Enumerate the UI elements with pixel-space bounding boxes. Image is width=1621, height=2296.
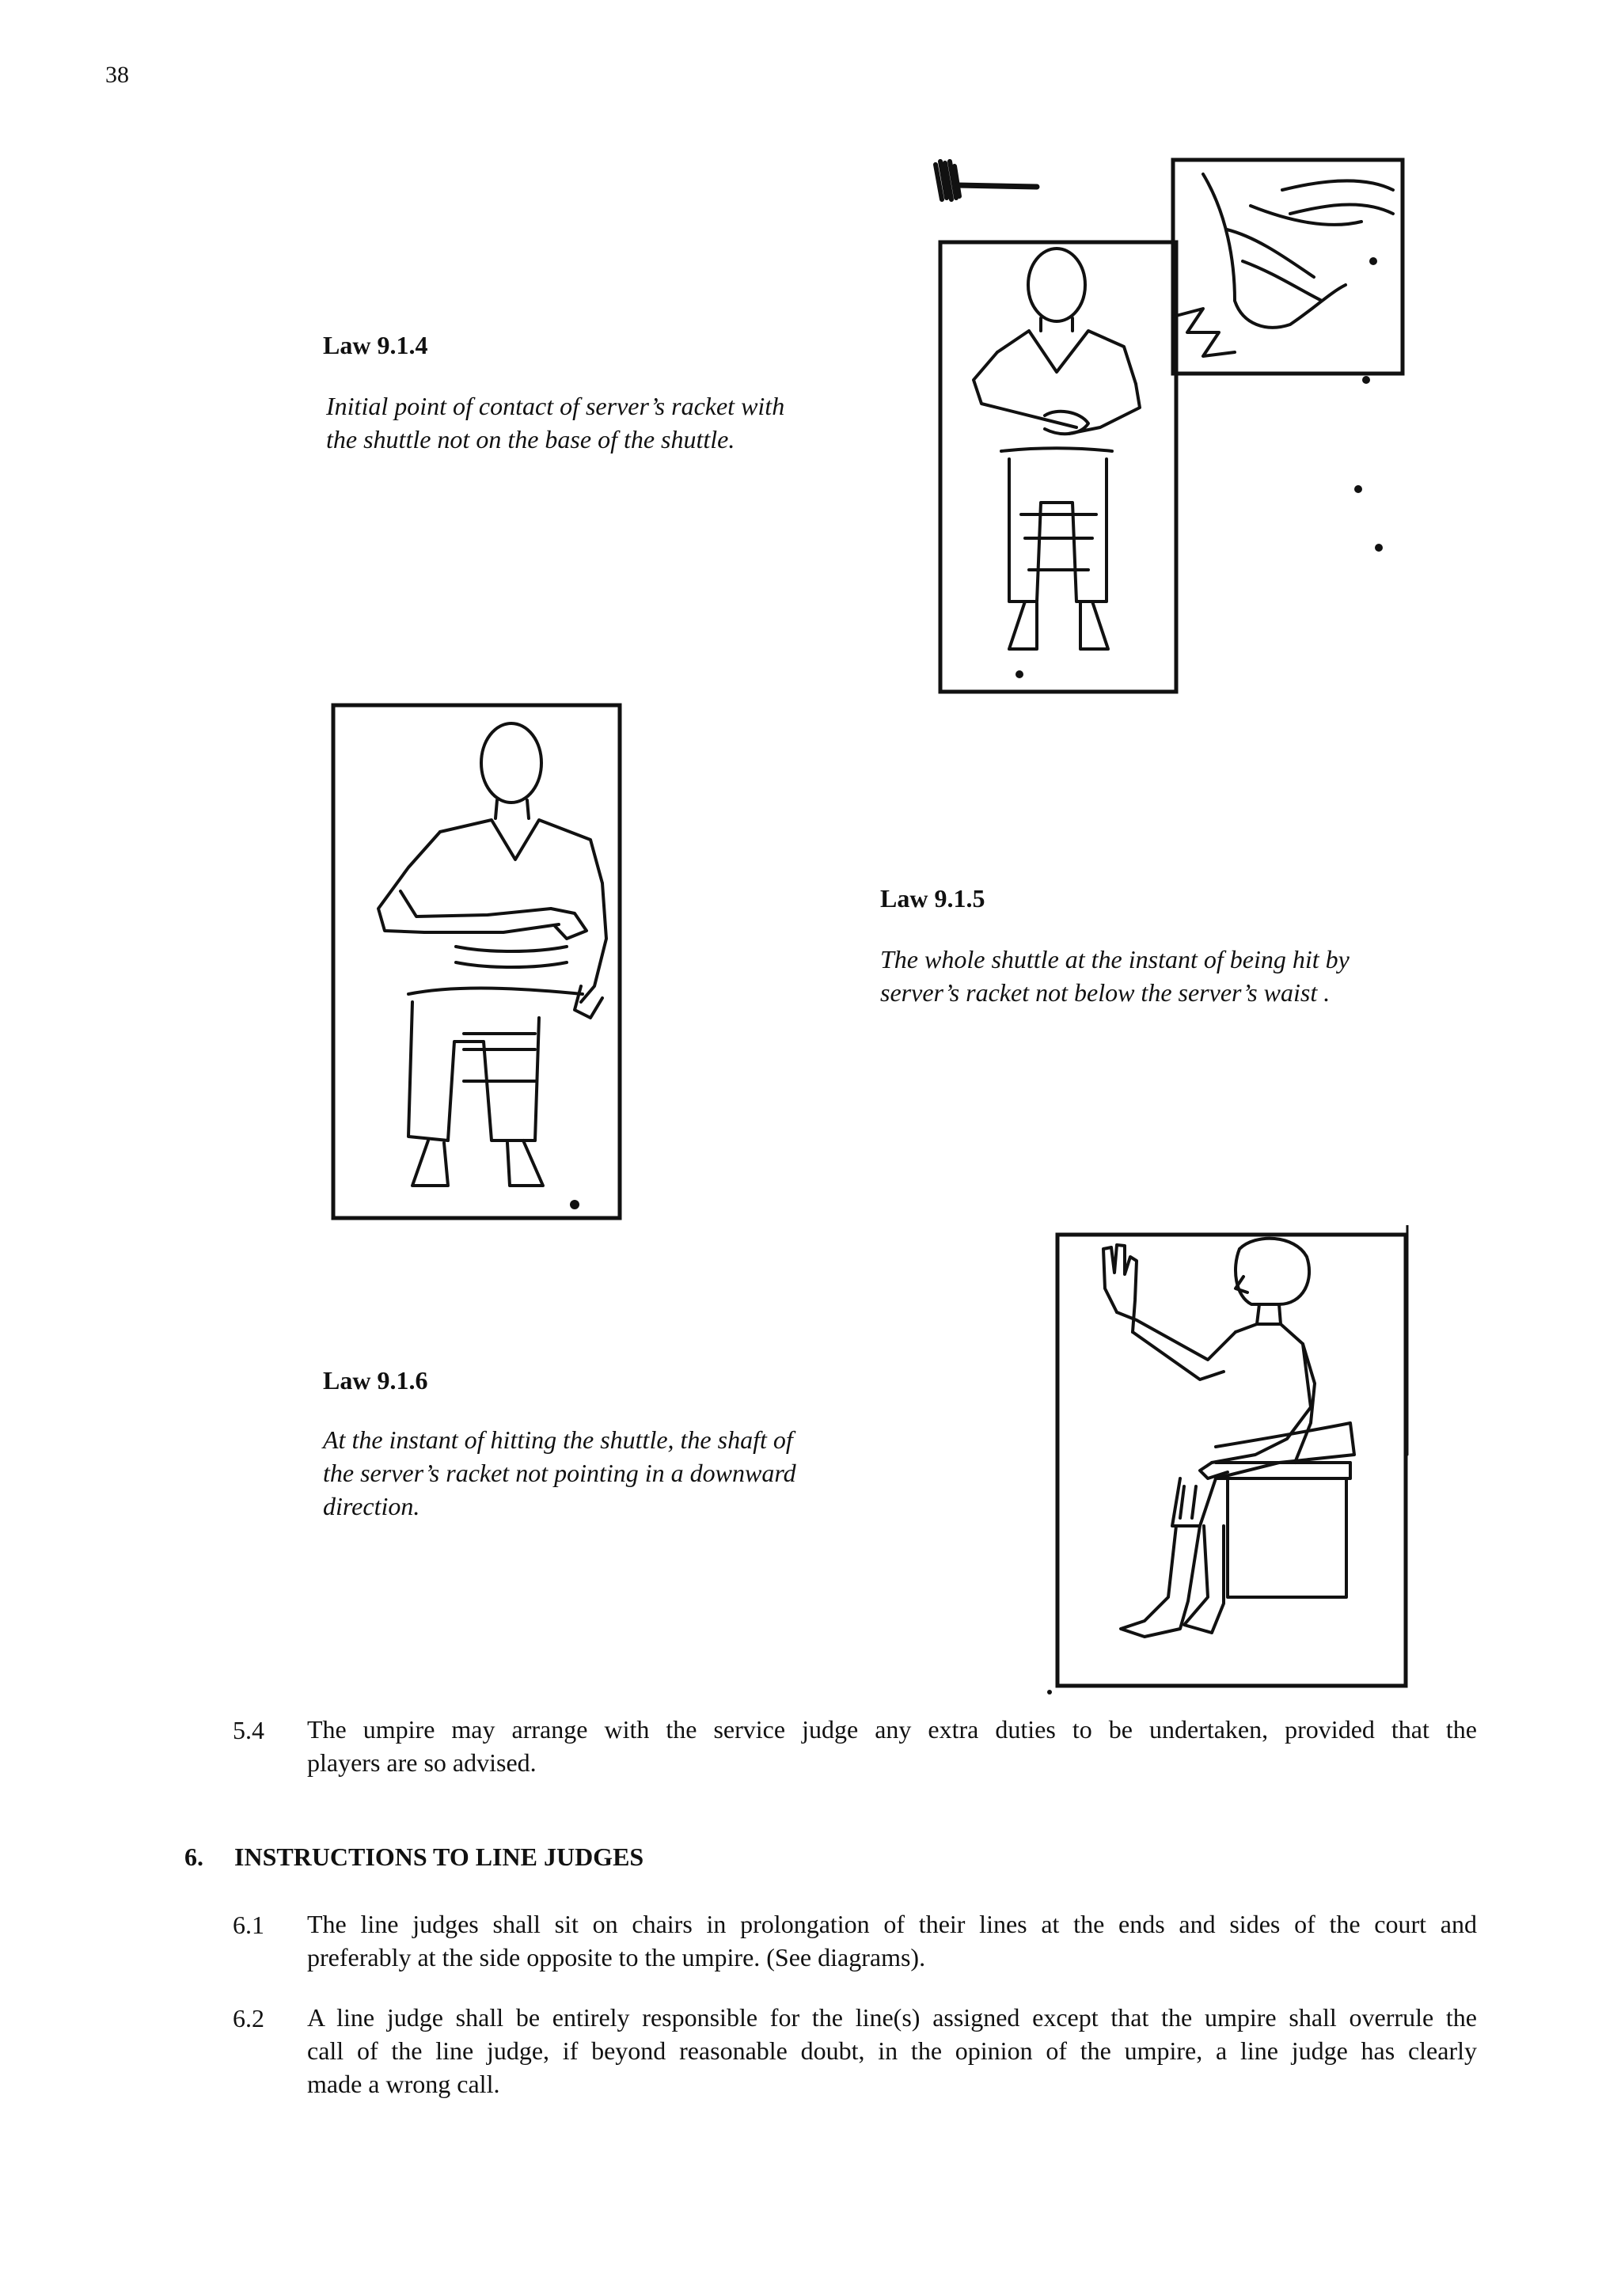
paragraph-line: A line judge shall be entirely responsible for the line(s) assigned except that the umpire shall overrule the [307, 2003, 1477, 2032]
paragraph-6-2-text [307, 2001, 1477, 2101]
paragraph-line: players are so advised. [307, 1748, 537, 1777]
section-heading: INSTRUCTIONS TO LINE JUDGES [234, 1842, 644, 1871]
law-9-1-4-caption-line: Initial point of contact of server’s racket with [326, 392, 785, 420]
law-9-1-5-title: Law 9.1.5 [880, 884, 985, 913]
law-9-1-6-caption-line: the server’s racket not pointing in a downward [323, 1459, 796, 1487]
paragraph-5-4-text [307, 1713, 1477, 1779]
page-number: 38 [105, 62, 129, 88]
law-9-1-5-caption [880, 943, 1426, 1009]
law-9-1-5-caption-line: server’s racket not below the server’s waist . [880, 978, 1331, 1007]
paragraph-number: 6.1 [233, 1911, 264, 1939]
paragraph-line: preferably at the side opposite to the umpire. (See diagrams). [307, 1943, 926, 1972]
law-9-1-4-caption [326, 389, 848, 456]
law-9-1-6-caption [323, 1423, 853, 1523]
section-number: 6. [184, 1842, 203, 1871]
law-9-1-6-caption-line: direction. [323, 1492, 420, 1520]
paragraph-number: 6.2 [233, 2004, 264, 2032]
paragraph-line: The umpire may arrange with the service judge any extra duties to be undertaken, provided that the [307, 1715, 1477, 1744]
law-9-1-5-illustration [329, 701, 624, 1224]
paragraph-line: The line judges shall sit on chairs in prolongation of their lines at the ends and sides of the court and [307, 1910, 1477, 1938]
law-9-1-6-illustration [1042, 1225, 1414, 1697]
paragraph-line: call of the line judge, if beyond reasonable doubt, in the opinion of the umpire, a line judge has clearly [307, 2036, 1477, 2065]
paragraph-number: 5.4 [233, 1716, 264, 1744]
law-9-1-4-illustration [918, 142, 1425, 696]
paragraph-line: made a wrong call. [307, 2070, 500, 2098]
law-9-1-6-title: Law 9.1.6 [323, 1366, 428, 1395]
law-9-1-5-caption-line: The whole shuttle at the instant of being hit by [880, 945, 1350, 973]
law-9-1-6-caption-line: At the instant of hitting the shuttle, the shaft of [323, 1425, 793, 1454]
paragraph-6-1-text [307, 1907, 1477, 1974]
law-9-1-4-title: Law 9.1.4 [323, 331, 428, 359]
law-9-1-4-caption-line: the shuttle not on the base of the shuttle. [326, 425, 735, 454]
